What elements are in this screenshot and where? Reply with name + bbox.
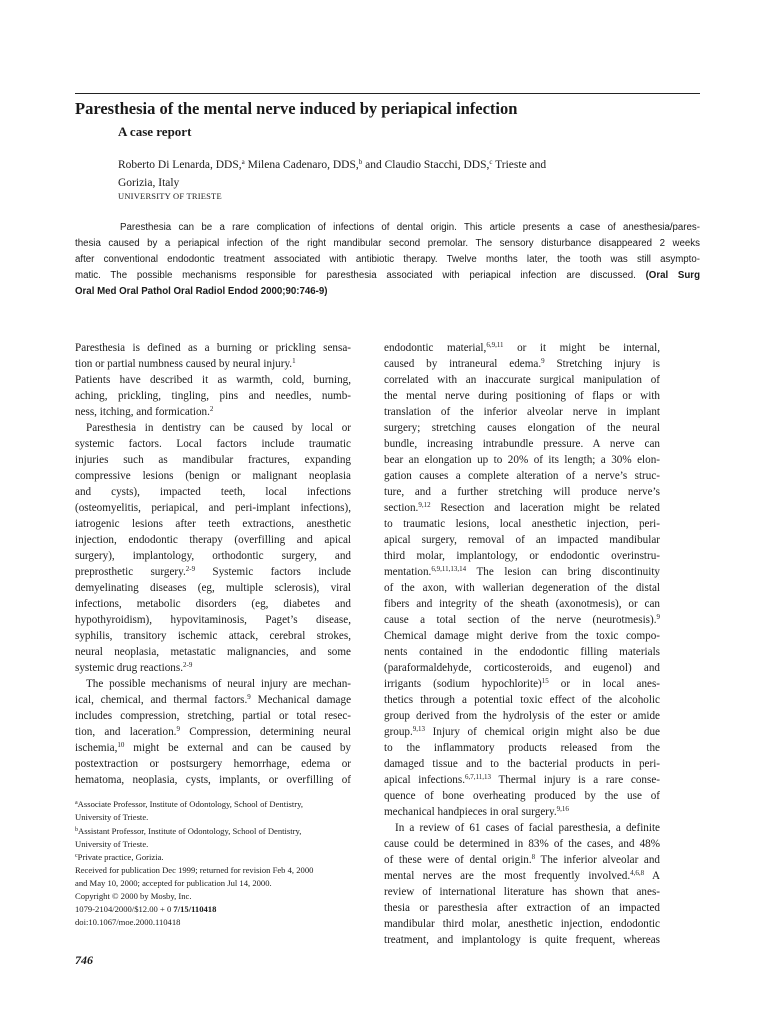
author-name: Milena Cadenaro, DDS,	[244, 159, 359, 171]
body-line	[384, 356, 660, 372]
body-line: gation causes a complete alteration of a nerve’s struc-	[384, 470, 660, 482]
body-text: irrigants (sodium hypochlorite)	[384, 678, 542, 690]
body-line: Chemical damage might derive from the toxic compo-	[384, 630, 660, 642]
body-line: systemic factors. Local factors include traumatic	[75, 438, 351, 450]
reference-marker: 2	[209, 405, 214, 413]
body-text: mechanical handpieces in oral surgery.	[384, 806, 557, 818]
author-location: Gorizia, Italy	[118, 177, 180, 189]
body-line: third molar, implantology, or endodontic overinstru-	[384, 550, 660, 562]
body-text: mentation.	[384, 566, 432, 578]
body-line	[384, 804, 660, 820]
footnote-line	[75, 903, 355, 916]
reference-marker: 6,9,11,13,14	[431, 565, 467, 573]
footnote-line	[75, 851, 355, 864]
body-text: Compression, determining neural	[179, 726, 351, 738]
body-line: translation of the inferior alveolar nerve in implant	[384, 406, 660, 418]
body-line: surgery), implantology, orthodontic surgery, and	[75, 550, 351, 562]
reference-marker: 9,13	[412, 725, 426, 733]
footnote-line	[75, 825, 355, 838]
body-text: Injury of chemical origin might also be due	[425, 726, 660, 738]
body-text: endodontic material,	[384, 342, 487, 354]
reference-marker: 9	[247, 693, 251, 701]
body-line: (paraformaldehyde, corticosteroids, and eugenol) and	[384, 662, 660, 674]
body-line: bear an elongation up to 20% of its length; a 30% elon-	[384, 454, 660, 466]
body-text: tion or partial numbness caused by neural injury.	[75, 358, 293, 370]
body-text: ischemia,	[75, 742, 118, 754]
body-text: ness, itching, and formication.	[75, 406, 210, 418]
body-line: aching, prickling, tingling, pins and needles, numb-	[75, 390, 351, 402]
abstract-line: Paresthesia can be a rare complication of infections of dental origin. This article presents a case of anesthesia/pares-	[120, 222, 700, 233]
body-line: ture, and a further stretching will produce nerve’s	[384, 486, 660, 498]
author-affiliation-marker: a	[241, 158, 245, 166]
body-text: section.	[384, 502, 419, 514]
body-line: and cysts), impacted teeth, local infections	[75, 486, 351, 498]
institution: UNIVERSITY OF TRIESTE	[118, 191, 222, 201]
article-subtitle: A case report	[118, 124, 192, 139]
body-text: or it might be internal,	[503, 342, 660, 354]
body-line: surgery; stretching causes elongation of the neural	[384, 422, 660, 434]
footnote-line: Received for publication Dec 1999; returned for revision Feb 4, 2000	[75, 865, 314, 875]
body-line: mandibular third molar, anesthetic injection, endodontic	[384, 918, 660, 930]
author-location: Trieste and	[492, 159, 547, 171]
body-text: tion, and laceration.	[75, 726, 177, 738]
author-affiliation-marker: b	[358, 158, 363, 166]
body-text: ical, chemical, and thermal factors.	[75, 694, 248, 706]
body-line: to traumatic lesions, local anesthetic injection, peri-	[384, 518, 660, 530]
citation: (Oral Surg	[645, 270, 700, 281]
footnote-text: Associate Professor, Institute of Odontology, School of Dentistry,	[77, 799, 303, 809]
body-line	[384, 676, 660, 692]
body-line	[384, 772, 660, 788]
footnote-line: University of Trieste.	[75, 839, 149, 849]
reference-marker: 4,6,8	[630, 869, 645, 877]
author-list	[118, 156, 618, 192]
reference-marker: 6,7,11,13	[465, 773, 491, 781]
reference-marker: 2-9	[185, 565, 196, 573]
body-text: preprosthetic surgery.	[75, 566, 186, 578]
body-line	[384, 612, 660, 628]
body-text: or in local anes-	[548, 678, 660, 690]
body-line: thetics through a potential toxic effect of the alcoholic	[384, 694, 660, 706]
body-text: Thermal injury is a rare conse-	[491, 774, 660, 786]
footnote-line: and May 10, 2000; accepted for publication Jul 14, 2000.	[75, 878, 272, 888]
body-line: hypothyroidism), hypovitaminosis, Paget’s disease,	[75, 614, 351, 626]
body-line	[75, 692, 351, 708]
reference-marker: 2-9	[182, 661, 193, 669]
abstract-line: thesia caused by a periapical infection of the right mandibular second premolar. The sensory disturbance disappeared 2 weeks	[75, 238, 700, 249]
body-line: review of international literature has shown that anes-	[384, 886, 660, 898]
article-title: Paresthesia of the mental nerve induced by periapical infection	[75, 99, 518, 118]
body-line	[75, 404, 351, 420]
body-line: injuries such as mandibular fractures, expanding	[75, 454, 351, 466]
abstract-line	[75, 284, 700, 300]
body-line	[75, 660, 351, 676]
abstract-line	[75, 268, 700, 284]
body-line	[75, 356, 351, 372]
body-text: apical infections.	[384, 774, 465, 786]
body-line: the mental nerve during positioning of flaps or with	[384, 390, 660, 402]
body-text: The inferior alveolar and	[535, 854, 660, 866]
body-line	[384, 868, 660, 884]
body-text: group.	[384, 726, 413, 738]
page-number: 746	[75, 953, 93, 967]
body-line: Paresthesia in dentistry can be caused by local or	[86, 422, 351, 434]
footnote-text: Private practice, Gorizia.	[77, 852, 164, 862]
author-name: and Claudio Stacchi, DDS,	[362, 159, 490, 171]
reference-marker: 15	[541, 677, 549, 685]
reference-marker: 9,12	[418, 501, 431, 509]
body-line: iatrogenic lesions after teeth extractions, anesthetic	[75, 518, 351, 530]
footnote-line: Copyright © 2000 by Mosby, Inc.	[75, 891, 192, 901]
body-line: Paresthesia is defined as a burning or prickling sensa-	[75, 342, 351, 354]
body-line	[75, 740, 351, 756]
body-line: demyelinating diseases (eg, multiple sclerosis), viral	[75, 582, 351, 594]
body-line: apical surgery, removal of an impacted mandibular	[384, 534, 660, 546]
body-line	[384, 852, 660, 868]
body-line: group derived from the hydrolysis of the ester or amide	[384, 710, 660, 722]
author-name: Roberto Di Lenarda, DDS,	[118, 159, 242, 171]
body-line: Patients have described it as warmth, cold, burning,	[75, 374, 351, 386]
body-line: infections, metabolic disorders (eg, diabetes and	[75, 598, 351, 610]
body-line: of the axon, with wallerian degeneration of the distal	[384, 582, 660, 594]
body-text: might be external and can be caused by	[124, 742, 351, 754]
citation: Oral Med Oral Pathol Oral Radiol Endod 2000;90:746-9)	[75, 286, 328, 297]
header-rule	[75, 93, 700, 94]
body-line: correlated with an inaccurate surgical manipulation of	[384, 374, 660, 386]
reference-marker: 9	[541, 357, 545, 365]
reference-marker: 9,16	[556, 805, 569, 813]
body-line: treatment, and implantology is quite frequent, whereas	[384, 934, 660, 946]
body-line: bundle, increasing intrabundle pressure. A nerve can	[384, 438, 660, 450]
reference-marker: 9	[656, 613, 660, 621]
reference-marker: 8	[531, 853, 536, 861]
body-text: Mechanical damage	[250, 694, 351, 706]
body-line	[384, 500, 660, 516]
footnote-marker: a	[75, 800, 78, 806]
body-text: A	[644, 870, 660, 882]
abstract-text: matic. The possible mechanisms responsible for paresthesia associated with periapical infection are discussed.	[75, 270, 646, 281]
body-line: The possible mechanisms of neural injury are mechan-	[86, 678, 351, 690]
body-text: of these were of dental origin.	[384, 854, 532, 866]
body-text: The lesion can bring discontinuity	[466, 566, 660, 578]
body-line: fibers and integrity of the sheath (axonotmesis), or can	[384, 598, 660, 610]
body-text: Systemic factors include	[195, 566, 351, 578]
body-text: caused by intraneural edema.	[384, 358, 542, 370]
body-line: includes compression, stretching, partial or total resec-	[75, 710, 351, 722]
body-line: hematoma, neoplasia, cysts, implants, or overfilling of	[75, 774, 351, 786]
reference-marker: 10	[117, 741, 125, 749]
abstract-line: after conventional endodontic treatment associated with antibiotic therapy. Twelve months later, the tooth was still asympto-	[75, 254, 700, 265]
body-line: thesia or paresthesia after extraction of an impacted	[384, 902, 660, 914]
body-line	[75, 724, 351, 740]
footnote-text: 7/15/110418	[173, 904, 217, 914]
body-line: (osteomyelitis, periapical, and peri-implant infections),	[75, 502, 351, 514]
body-line: syphilis, transitory ischemic attack, cerebral strokes,	[75, 630, 351, 642]
footnote-line	[75, 798, 355, 811]
footnote-line: doi:10.1067/moe.2000.110418	[75, 917, 181, 927]
body-text: Stretching injury is	[544, 358, 660, 370]
body-line: neural neoplasia, metastatic malignancies, and some	[75, 646, 351, 658]
body-line	[75, 564, 351, 580]
body-line: injection, endodontic therapy (overfilling and apical	[75, 534, 351, 546]
body-line: compressive lesions (benign or malignant neoplasia	[75, 470, 351, 482]
reference-marker: 1	[292, 357, 296, 365]
body-text: Resection and laceration might be related	[430, 502, 660, 514]
body-text: cause a total section of the nerve (neurotmesis).	[384, 614, 657, 626]
body-line	[384, 340, 660, 356]
body-line	[384, 724, 660, 740]
footnote-marker: c	[75, 853, 78, 859]
body-line: damaged tissue and to the bacterial products in peri-	[384, 758, 660, 770]
body-text: systemic drug reactions.	[75, 662, 183, 674]
body-line	[384, 564, 660, 580]
body-line: nents contained in the endodontic filling materials	[384, 646, 660, 658]
author-affiliation-marker: c	[489, 158, 493, 166]
body-line: quence of bone overheating produced by the use of	[384, 790, 660, 802]
body-line: cause could be determined in 83% of the cases, and 48%	[384, 838, 660, 850]
body-line: In a review of 61 cases of facial paresthesia, a definite	[395, 822, 660, 834]
footnote-marker: b	[75, 827, 78, 833]
footnote-line: University of Trieste.	[75, 812, 149, 822]
footnote-text: Assistant Professor, Institute of Odontology, School of Dentistry,	[78, 826, 302, 836]
body-text: mental nerves are the most frequently involved.	[384, 870, 631, 882]
body-line: postextraction or postsurgery hemorrhage, edema or	[75, 758, 351, 770]
reference-marker: 6,9,11	[486, 341, 504, 349]
footnote-text: 1079-2104/2000/$12.00 + 0	[75, 904, 174, 914]
reference-marker: 9	[176, 725, 180, 733]
body-line: to the inflammatory products released from the	[384, 742, 660, 754]
